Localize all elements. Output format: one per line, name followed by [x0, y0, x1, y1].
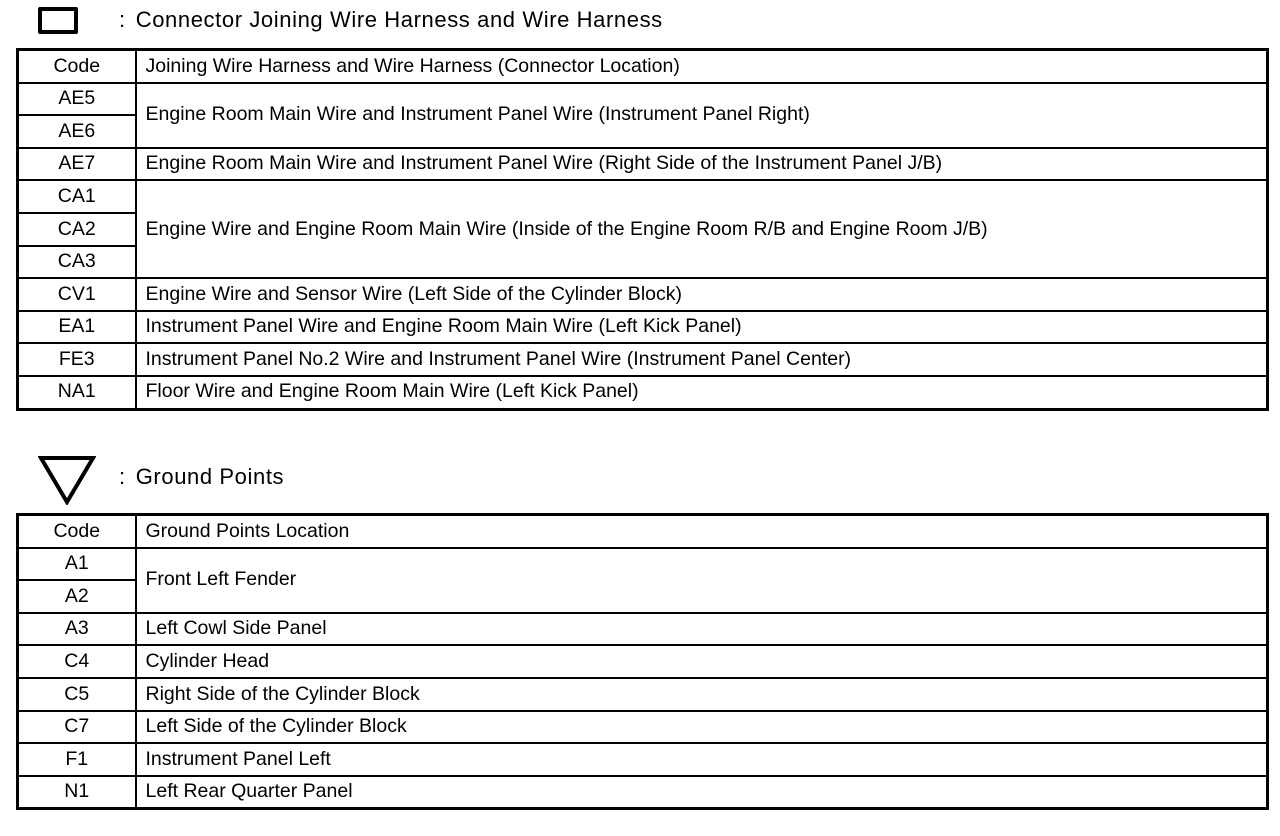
connector-table-row	[18, 343, 1268, 376]
ground-table-header	[18, 515, 1268, 548]
ground-table-code-cell: C7	[18, 711, 136, 744]
ground-table-code-cell: F1	[18, 743, 136, 776]
ground-table-row	[18, 548, 1268, 581]
ground-header-code: Code	[18, 515, 136, 548]
connector-table-code-cell: CA3	[18, 246, 136, 279]
ground-table-location-cell: Right Side of the Cylinder Block	[136, 678, 1268, 711]
connector-table-row	[18, 83, 1268, 116]
connector-table-code-cell: AE6	[18, 115, 136, 148]
connector-table-code-cell: CV1	[18, 278, 136, 311]
ground-table-code-cell: C5	[18, 678, 136, 711]
ground-table-row	[18, 645, 1268, 678]
ground-table-location-cell: Left Cowl Side Panel	[136, 613, 1268, 646]
connector-table-row	[18, 311, 1268, 344]
connector-table-location-cell: Engine Room Main Wire and Instrument Panel Wire (Right Side of the Instrument Panel J/B)	[136, 148, 1268, 181]
connector-table	[16, 48, 1269, 411]
ground-table-code-cell: A1	[18, 548, 136, 581]
connector-table-row	[18, 148, 1268, 181]
connector-section-title: Connector Joining Wire Harness and Wire Harness	[135, 7, 663, 32]
ground-section-title: Ground Points	[135, 464, 285, 489]
connector-symbol-icon	[38, 7, 78, 34]
connector-table-row	[18, 180, 1268, 213]
connector-table-row	[18, 278, 1268, 311]
connector-table-code-cell: NA1	[18, 376, 136, 409]
ground-table-code-cell: A2	[18, 580, 136, 613]
connector-table-code-cell: FE3	[18, 343, 136, 376]
connector-table-location-cell: Floor Wire and Engine Room Main Wire (Left Kick Panel)	[136, 376, 1268, 409]
connector-table-code-cell: AE7	[18, 148, 136, 181]
ground-table-code-cell: A3	[18, 613, 136, 646]
ground-header-location: Ground Points Location	[136, 515, 1268, 548]
ground-table-location-cell: Instrument Panel Left	[136, 743, 1268, 776]
connector-legend-colon: :	[119, 7, 126, 32]
ground-table-location-cell: Cylinder Head	[136, 645, 1268, 678]
connector-table-row	[18, 376, 1268, 409]
ground-table-row	[18, 743, 1268, 776]
connector-table-location-cell: Engine Wire and Sensor Wire (Left Side of the Cylinder Block)	[136, 278, 1268, 311]
ground-table	[16, 513, 1269, 810]
ground-table-code-cell: N1	[18, 776, 136, 809]
connector-table-code-cell: CA2	[18, 213, 136, 246]
ground-table-location-cell: Front Left Fender	[136, 548, 1268, 613]
connector-table-location-cell: Instrument Panel No.2 Wire and Instrument Panel Wire (Instrument Panel Center)	[136, 343, 1268, 376]
ground-legend	[119, 464, 284, 490]
ground-table-location-cell: Left Side of the Cylinder Block	[136, 711, 1268, 744]
connector-header-location: Joining Wire Harness and Wire Harness (Connector Location)	[136, 50, 1268, 83]
connector-table-header	[18, 50, 1268, 83]
ground-table-row	[18, 678, 1268, 711]
ground-table-row	[18, 711, 1268, 744]
ground-table-code-cell: C4	[18, 645, 136, 678]
ground-table-row	[18, 613, 1268, 646]
connector-table-location-cell: Engine Wire and Engine Room Main Wire (Inside of the Engine Room R/B and Engine Room J/B)	[136, 180, 1268, 278]
connector-table-code-cell: EA1	[18, 311, 136, 344]
ground-legend-colon: :	[119, 464, 126, 489]
connector-table-code-cell: CA1	[18, 180, 136, 213]
ground-table-row	[18, 776, 1268, 809]
ground-point-triangle-icon	[38, 455, 96, 505]
connector-table-location-cell: Instrument Panel Wire and Engine Room Main Wire (Left Kick Panel)	[136, 311, 1268, 344]
connector-table-code-cell: AE5	[18, 83, 136, 116]
connector-header-code: Code	[18, 50, 136, 83]
connector-legend	[119, 7, 663, 33]
ground-table-location-cell: Left Rear Quarter Panel	[136, 776, 1268, 809]
connector-table-location-cell: Engine Room Main Wire and Instrument Panel Wire (Instrument Panel Right)	[136, 83, 1268, 148]
